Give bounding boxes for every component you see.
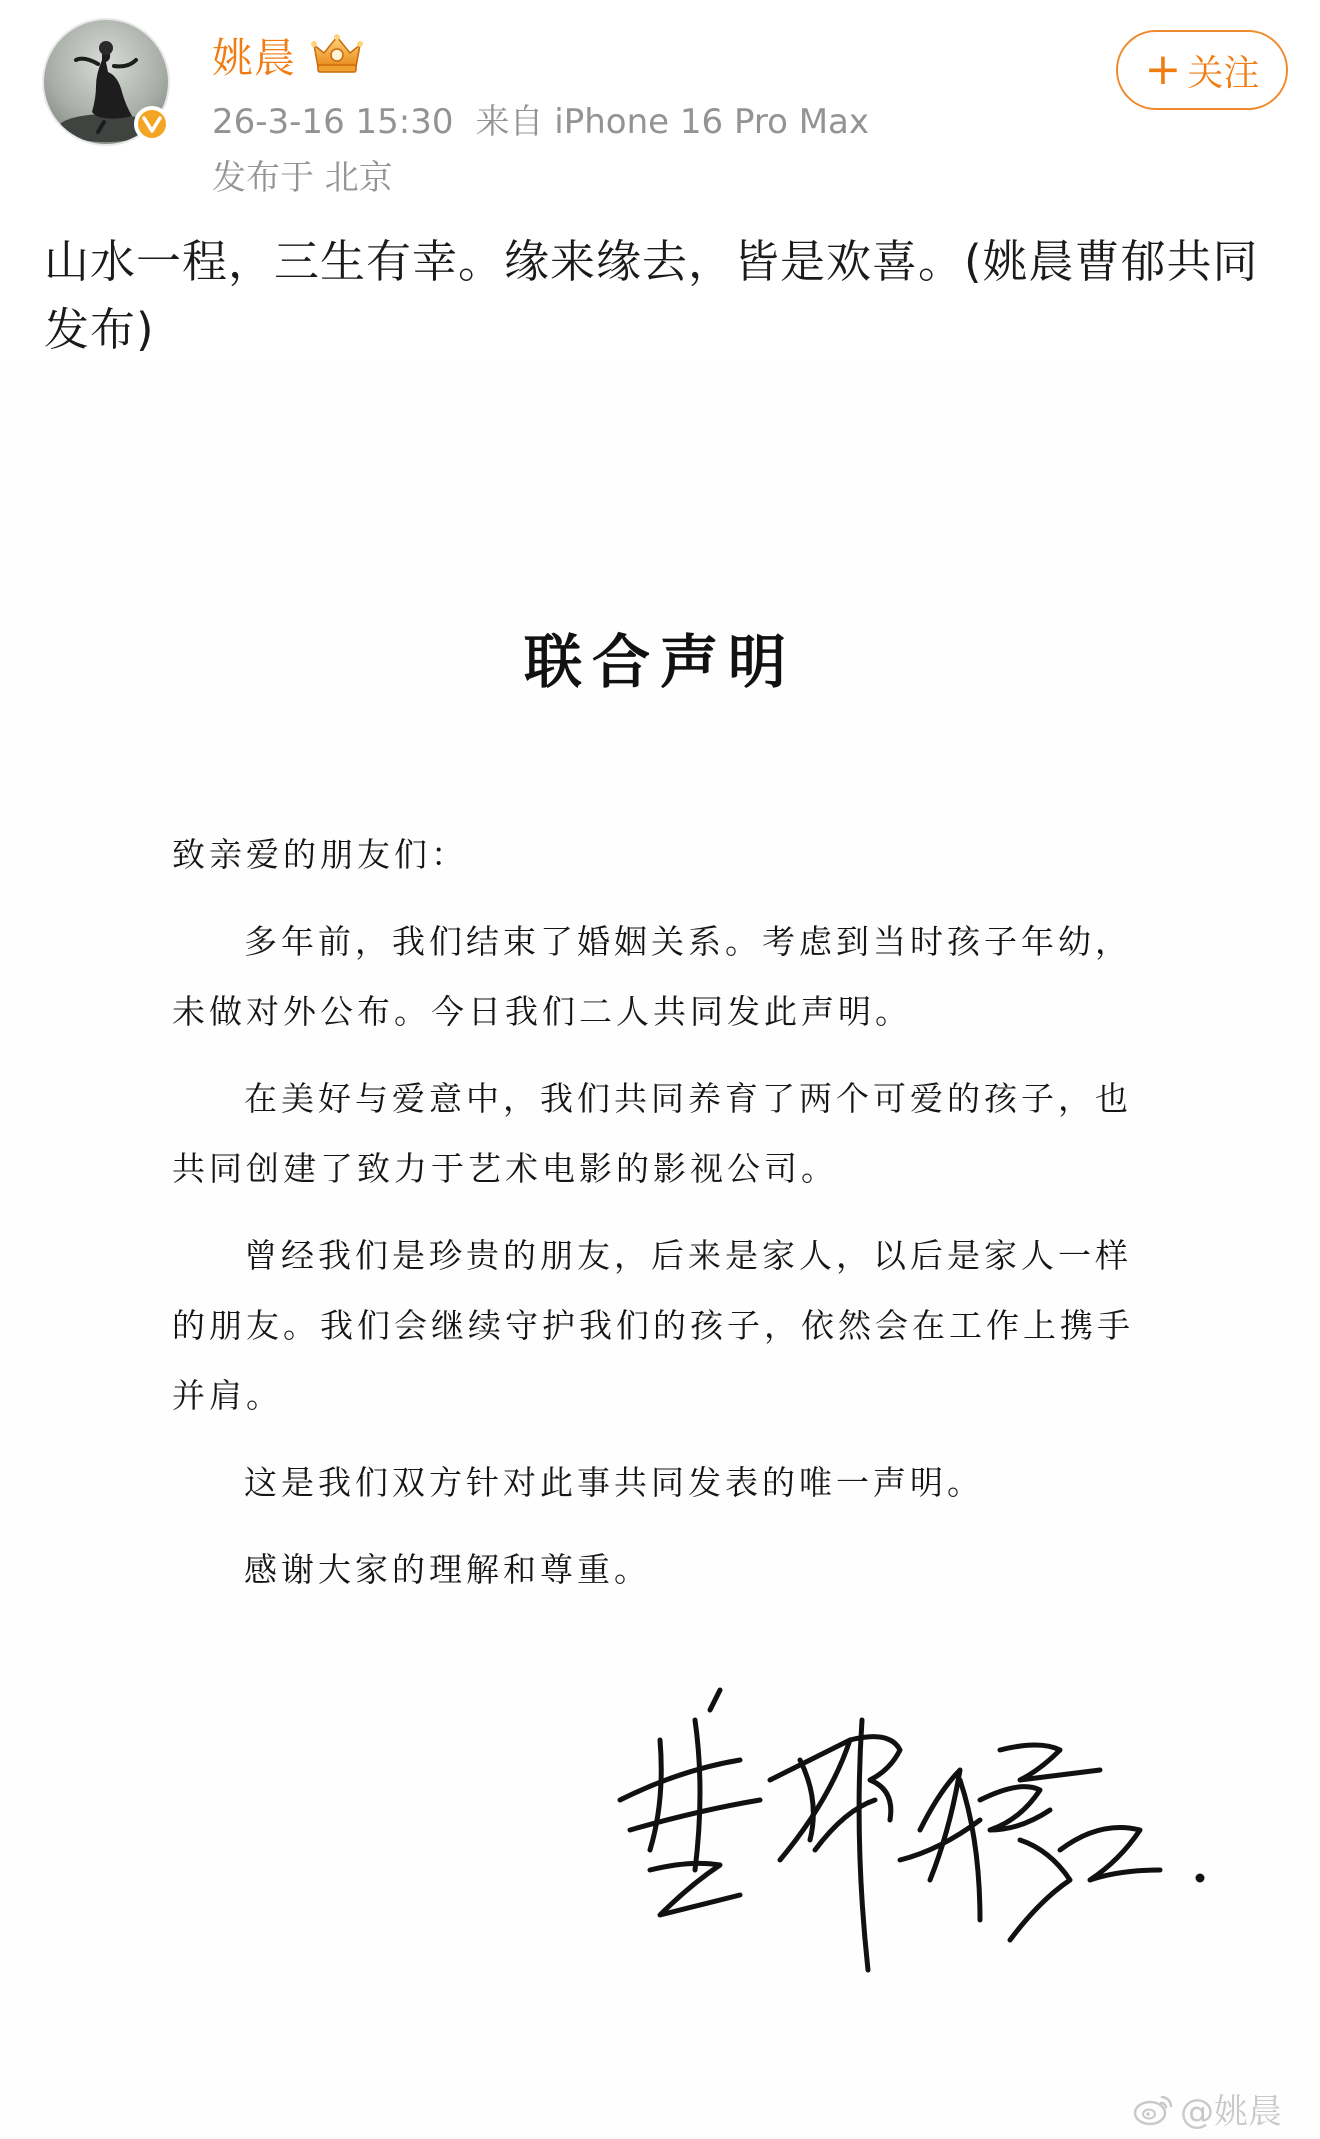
- plus-icon: +: [1144, 44, 1182, 95]
- follow-button[interactable]: [1116, 30, 1288, 110]
- statement-paragraph: 多年前，我们结束了婚姻关系。考虑到当时孩子年幼，未做对外公布。今日我们二人共同发此声明。: [172, 922, 1132, 1031]
- username-row: [212, 26, 364, 82]
- verified-v-icon: [134, 106, 170, 142]
- statement-paragraph: 曾经我们是珍贵的朋友，后来是家人，以后是家人一样的朋友。我们会继续守护我们的孩子，依然会在工作上携手并肩。: [172, 1236, 1134, 1415]
- post-text: 山水一程，三生有幸。缘来缘去，皆是欢喜。(姚晨曹郁共同发布): [44, 235, 1259, 356]
- statement-salutation: 致亲爱的朋友们：: [172, 835, 468, 874]
- watermark-text: @姚晨: [1180, 2092, 1282, 2132]
- statement-image[interactable]: [0, 360, 1320, 2139]
- statement-body: [172, 820, 1152, 1622]
- post-meta: [212, 94, 869, 143]
- post-location: 发布于 北京: [212, 158, 393, 198]
- username[interactable]: 姚晨: [212, 33, 296, 82]
- vip-crown-icon[interactable]: [310, 33, 364, 75]
- statement-paragraph: 在美好与爱意中，我们共同养育了两个可爱的孩子，也共同创建了致力于艺术电影的影视公司。: [172, 1079, 1132, 1188]
- follow-label: 关注: [1187, 52, 1260, 94]
- avatar[interactable]: [42, 18, 170, 146]
- handwritten-signature: [600, 1680, 1240, 1980]
- statement-title: 联合声明: [523, 628, 796, 696]
- post-source: 来自 iPhone 16 Pro Max: [475, 102, 869, 142]
- post-timestamp[interactable]: 26-3-16 15:30: [212, 102, 454, 142]
- watermark: [1132, 2084, 1282, 2133]
- statement-paragraph: 这是我们双方针对此事共同发表的唯一声明。: [244, 1463, 984, 1502]
- statement-paragraph: 感谢大家的理解和尊重。: [244, 1550, 651, 1589]
- weibo-logo-icon: [1132, 2091, 1176, 2127]
